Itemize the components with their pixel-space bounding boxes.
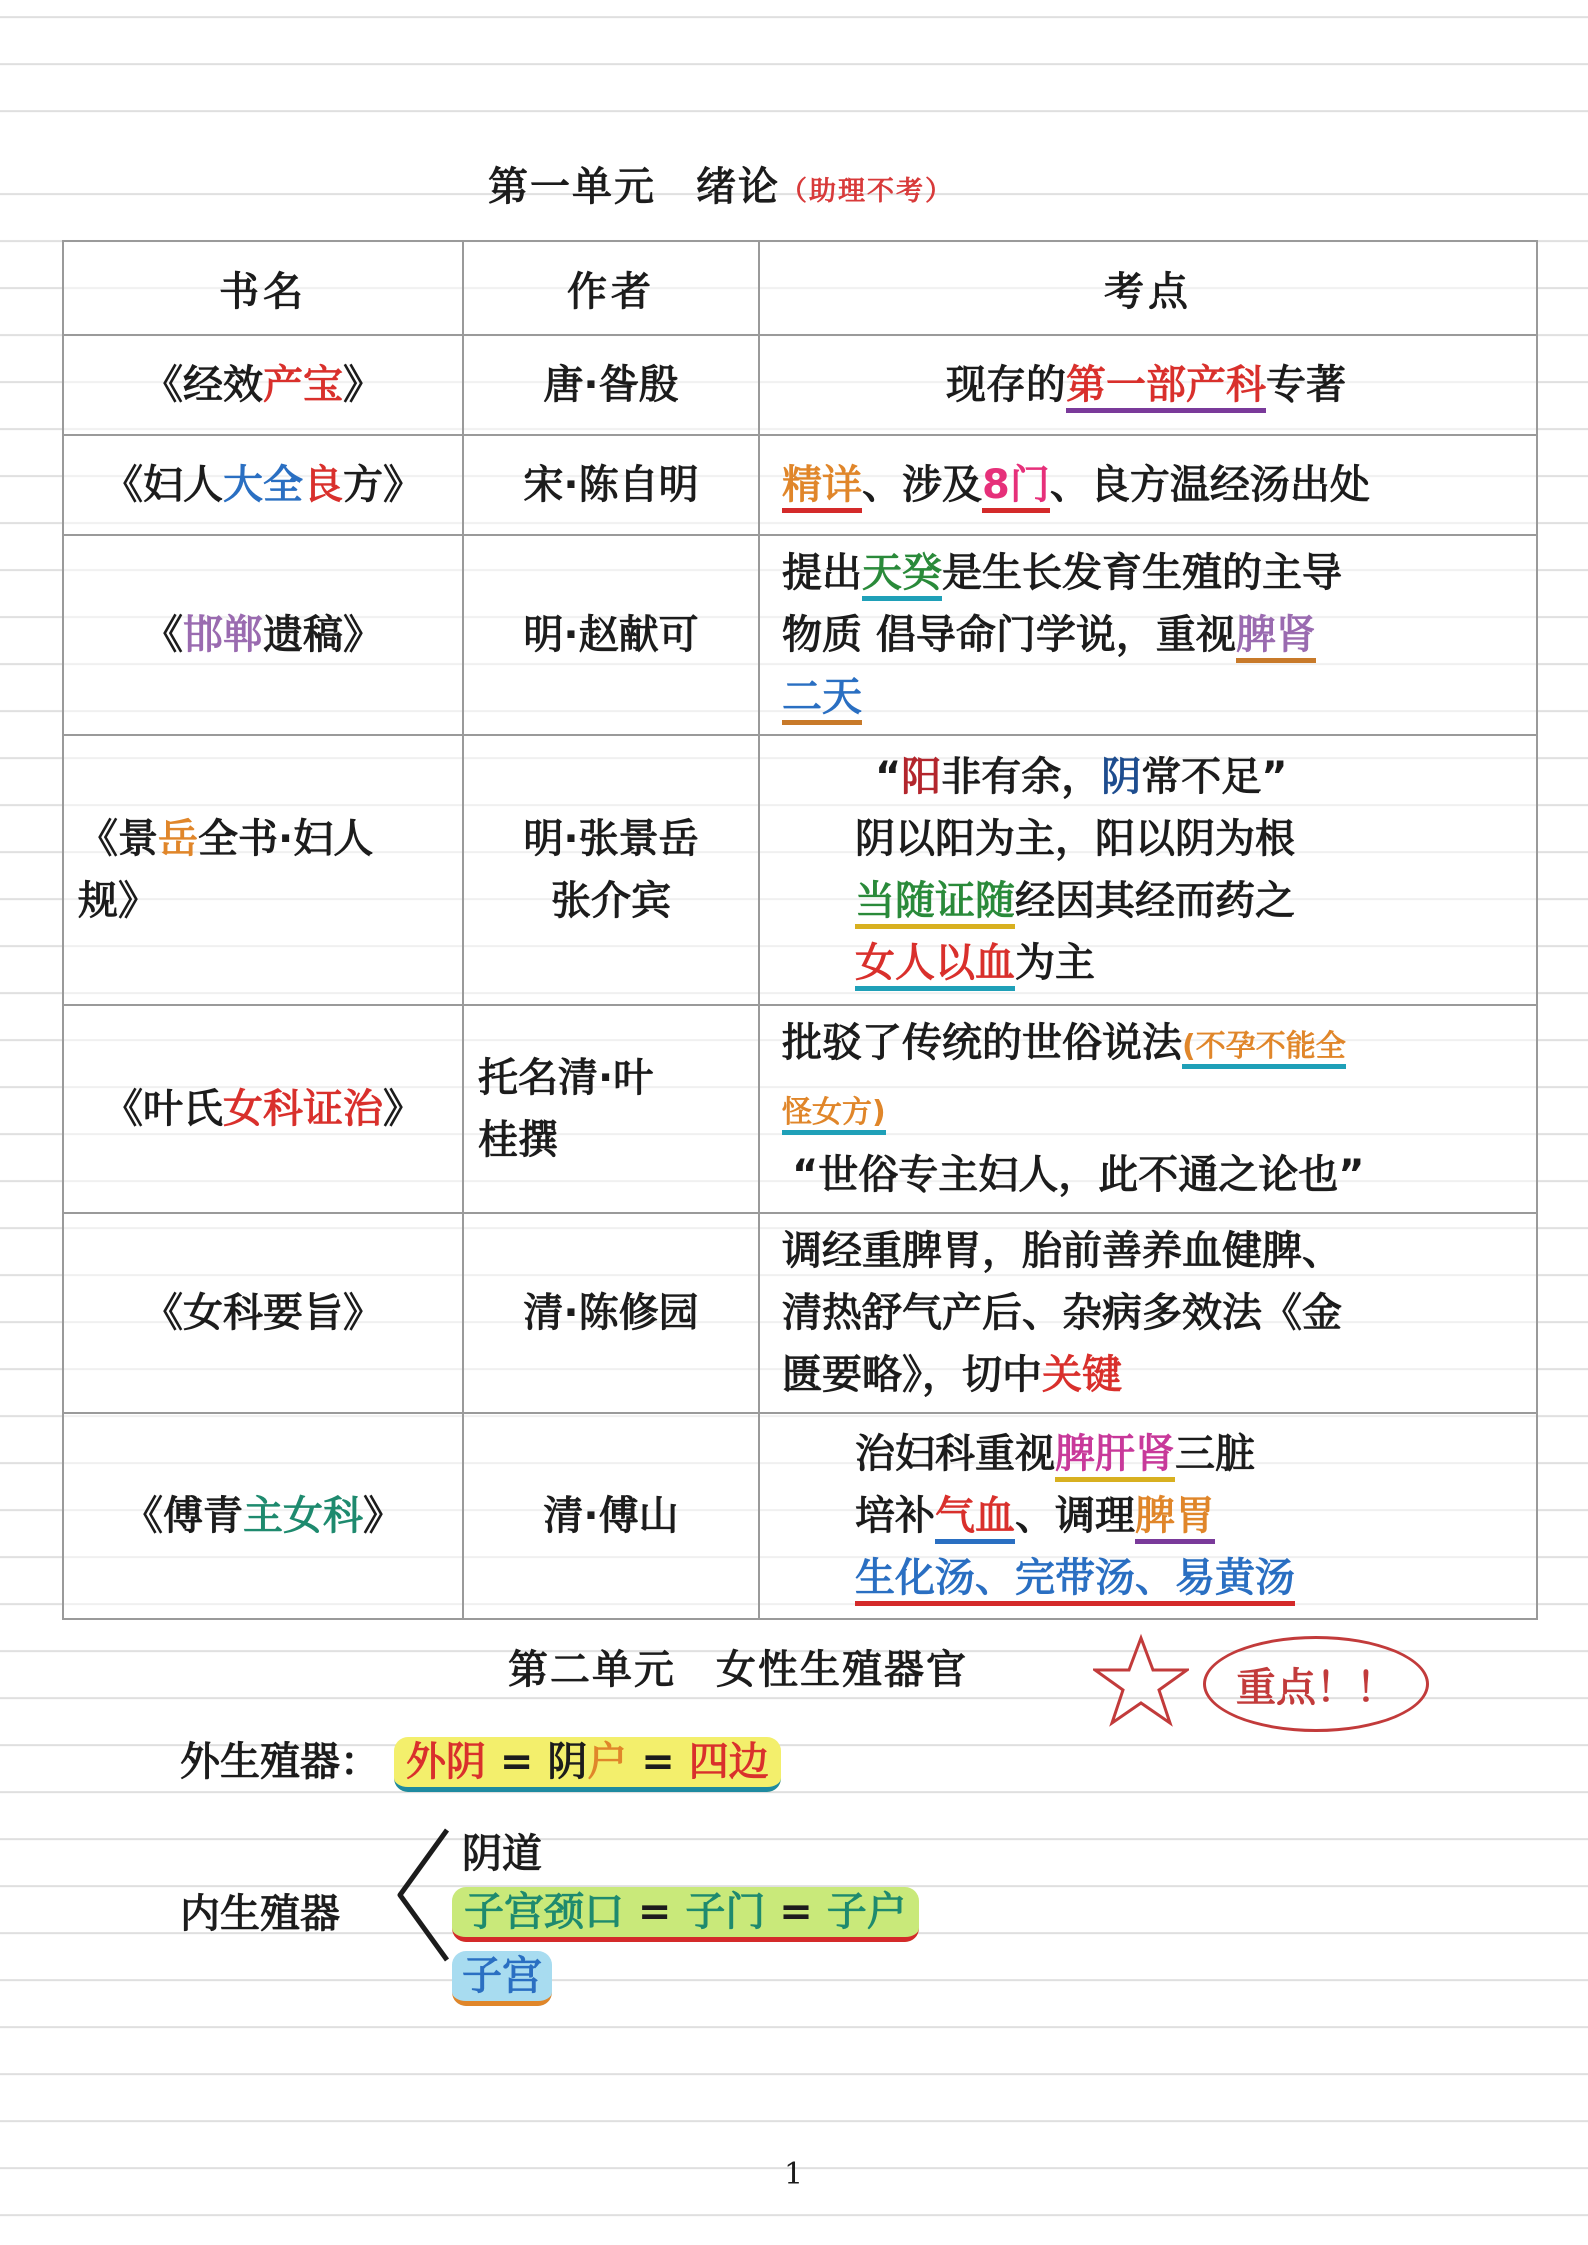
bracket-icon — [392, 1820, 452, 1970]
book-title: 《邯郸遗稿》 — [63, 535, 463, 735]
internal-item-uterus: 子宫 — [452, 1944, 552, 2001]
book-author: 明·张景岳 张介宾 — [463, 735, 759, 1005]
table-row — [63, 1213, 1537, 1413]
unit2-title: 第二单元 — [508, 1647, 676, 1693]
book-title: 《景岳全书·妇人 规》 — [63, 735, 463, 1005]
external-value: 外阴 = 阴户 = 四边 — [394, 1737, 781, 1792]
book-author: 唐·昝殷 — [463, 335, 759, 435]
book-author: 明·赵献可 — [463, 535, 759, 735]
book-point: 治妇科重视脾肝肾三脏 培补气血、调理脾胃 生化汤、完带汤、易黄汤 — [759, 1413, 1537, 1619]
table-row — [63, 735, 1537, 1005]
header-author: 作者 — [463, 241, 759, 335]
internal-item-cervix: 子宫颈口 = 子门 = 子户 — [452, 1880, 919, 1937]
header-point: 考点 — [759, 241, 1537, 335]
table-row — [63, 1005, 1537, 1213]
book-point: 批驳了传统的世俗说法(不孕不能全 怪女方) “世俗专主妇人，此不通之论也” — [759, 1005, 1537, 1213]
external-label: 外生殖器： — [180, 1739, 380, 1785]
book-point: 提出天癸是生长发育生殖的主导 物质 倡导命门学说，重视脾肾 二天 — [759, 535, 1537, 735]
book-point: 调经重脾胃，胎前善养血健脾、 清热舒气产后、杂病多效法《金 匮要略》，切中关键 — [759, 1213, 1537, 1413]
book-title: 《傅青主女科》 — [63, 1413, 463, 1619]
unit1-subtitle: 绪论 — [696, 164, 780, 210]
internal-item-vagina: 阴道 — [462, 1831, 542, 1877]
book-point: 现存的第一部产科专著 — [759, 335, 1537, 435]
internal-label: 内生殖器 — [180, 1891, 340, 1937]
table-row — [63, 335, 1537, 435]
book-point: “阳非有余，阴常不足” 阴以阳为主，阳以阴为根 当随证随经因其经而药之 女人以血为主 — [759, 735, 1537, 1005]
table-row — [63, 535, 1537, 735]
book-title: 《妇人大全良方》 — [63, 435, 463, 535]
unit2-heading — [508, 1638, 968, 1695]
classic-books-table — [62, 240, 1538, 1620]
external-organs — [180, 1730, 781, 1787]
table-header-row — [63, 241, 1537, 335]
book-author: 清·傅山 — [463, 1413, 759, 1619]
key-point-badge: 重点！！ — [1203, 1636, 1429, 1732]
book-point: 精详、涉及8门、良方温经汤出处 — [759, 435, 1537, 535]
book-title: 《叶氏女科证治》 — [63, 1005, 463, 1213]
book-author: 托名清·叶 桂撰 — [463, 1005, 759, 1213]
unit1-note: （助理不考） — [780, 176, 954, 207]
book-title: 《经效产宝》 — [63, 335, 463, 435]
book-author: 宋·陈自明 — [463, 435, 759, 535]
table-row — [63, 1413, 1537, 1619]
unit2-subtitle: 女性生殖器官 — [716, 1647, 968, 1693]
book-title: 《女科要旨》 — [63, 1213, 463, 1413]
star-icon — [1093, 1632, 1189, 1728]
table-row — [63, 435, 1537, 535]
header-book: 书名 — [63, 241, 463, 335]
page-number: 1 — [784, 2157, 804, 2192]
book-author: 清·陈修园 — [463, 1213, 759, 1413]
unit1-title: 第一单元 — [488, 164, 656, 210]
unit1-heading — [488, 155, 954, 212]
